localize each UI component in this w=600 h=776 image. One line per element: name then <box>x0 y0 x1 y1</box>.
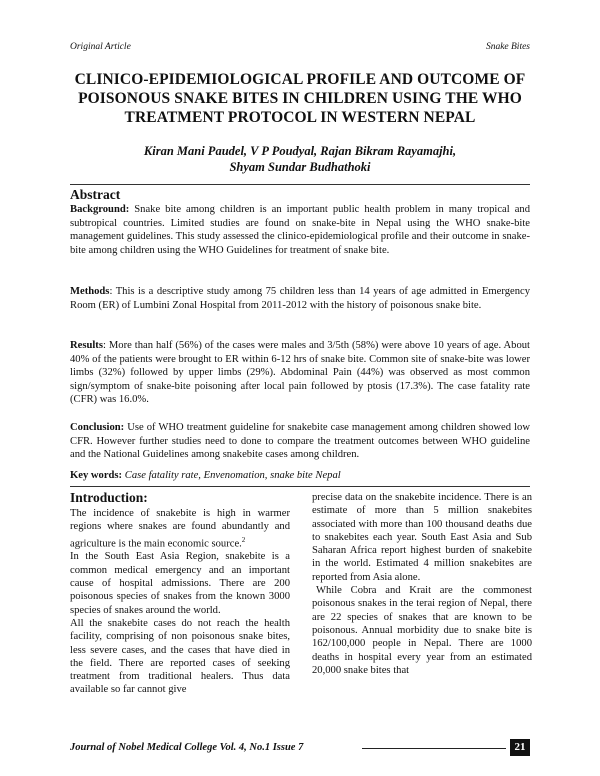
abstract-background <box>70 203 530 257</box>
abstract-conclusion <box>70 421 530 462</box>
intro-column-left <box>70 507 290 697</box>
footer-rule <box>362 748 506 749</box>
page-number: 21 <box>510 739 530 756</box>
journal-citation: Journal of Nobel Medical College Vol. 4, No.1 Issue 7 <box>70 742 304 753</box>
title-line: CLINICO-EPIDEMIOLOGICAL PROFILE AND OUTCOME OF <box>74 71 526 88</box>
citation-ref: 2 <box>241 535 246 544</box>
conclusion-label: Conclusion: <box>70 422 125 433</box>
background-text: Snake bite among children is an important public health problem in many tropical and subtropical countries. Limited studies are found on snake-bite in Nepal using the WHO snake-bite management guidelines. This study assessed the clinico-epidemiological profile and their outcome in snake-bite among children using the WHO Guidelines for treatment of snake bite. <box>70 204 530 256</box>
page-footer <box>70 739 530 756</box>
keywords-label: Key words: <box>70 470 123 481</box>
intro-paragraph <box>70 507 290 550</box>
authors-line: Shyam Sundar Budhathoki <box>229 160 371 174</box>
intro-paragraph: In the South East Asia Region, snakebite is a common medical emergency and an important cause of hospital admissions. There are 200 poisonous species of snakes from the known 3000 species of snakes around the world. <box>70 551 290 616</box>
intro-p1-text: The incidence of snakebite is high in warmer regions where snakes are found abundantly and agriculture is the main economic source. <box>70 508 290 550</box>
title-line: POISONOUS SNAKE BITES IN CHILDREN USING THE WHO <box>78 90 522 107</box>
methods-text: : This is a descriptive study among 75 children less than 14 years of age admitted in Emergency Room (ER) of Lumbini Zonal Hospital from 2011-2012 with the history of poisonous snake bite. <box>70 286 530 311</box>
title-line: TREATMENT PROTOCOL IN WESTERN NEPAL <box>124 109 476 126</box>
keywords-text: Case fatality rate, Envenomation, snake bite Nepal <box>124 470 341 481</box>
abstract-bottom-rule <box>70 486 530 487</box>
methods-label: Methods <box>70 286 110 297</box>
author-list <box>60 143 540 175</box>
abstract-heading: Abstract <box>70 187 121 202</box>
results-text: : More than half (56%) of the cases were males and 3/5th (58%) were above 10 years of age. About 40% of the patients were brought to ER within 6-12 hrs of snake bite. Common site of snake-bite was lower limbs (32%) followed by upper limbs (29%). Abdominal Pain (44%) was observed as most common sign/symptom of snake-bite poisoning after local pain followed by ptosis (17.3%). The case fatality rate (CFR) was 16.0%. <box>70 340 530 406</box>
background-label: Background: <box>70 204 130 215</box>
running-header-right: Snake Bites <box>485 42 530 52</box>
intro-paragraph: All the snakebite cases do not reach the health facility, comprising of non poisonous snake bites, less severe cases, and the cases that have died in the field. There are reported cases of seeking treatment from traditional healers. Thus data available so far cannot give <box>70 617 290 696</box>
introduction-heading: Introduction: <box>70 490 148 505</box>
conclusion-text: Use of WHO treatment guideline for snakebite case management among children showed low CFR. However further studies need to done to compare the treatment outcomes between WHO guideline and the National Guidelines among snakebite cases among children. <box>70 422 530 461</box>
keywords <box>70 470 530 481</box>
abstract-top-rule <box>70 184 530 185</box>
abstract-results <box>70 339 530 407</box>
results-label: Results <box>70 340 103 351</box>
intro-paragraph: precise data on the snakebite incidence. There is an estimate of more than 5 million snakebites associated with more than 100 thousand deaths due to snakebites each year. South East Asia and Sub Saharan Africa report highest burden of snakebite in the world. Estimated 4 million snakebites are reported from Asia alone. <box>312 492 532 583</box>
intro-column-right <box>312 491 532 677</box>
running-header-left: Original Article <box>70 42 131 52</box>
intro-paragraph: While Cobra and Krait are the commonest poisonous snakes in the terai region of Nepal, there are 22 species of snakes that are known to be poisonous. Annual morbidity due to snake bite is 162/100,000 people in Nepal. There are 1000 deaths in hospital every year from an estimated 20,000 snake bites that <box>312 585 532 676</box>
article-title <box>60 70 540 127</box>
authors-line: Kiran Mani Paudel, V P Poudyal, Rajan Bikram Rayamajhi, <box>143 144 457 158</box>
abstract-methods <box>70 285 530 312</box>
